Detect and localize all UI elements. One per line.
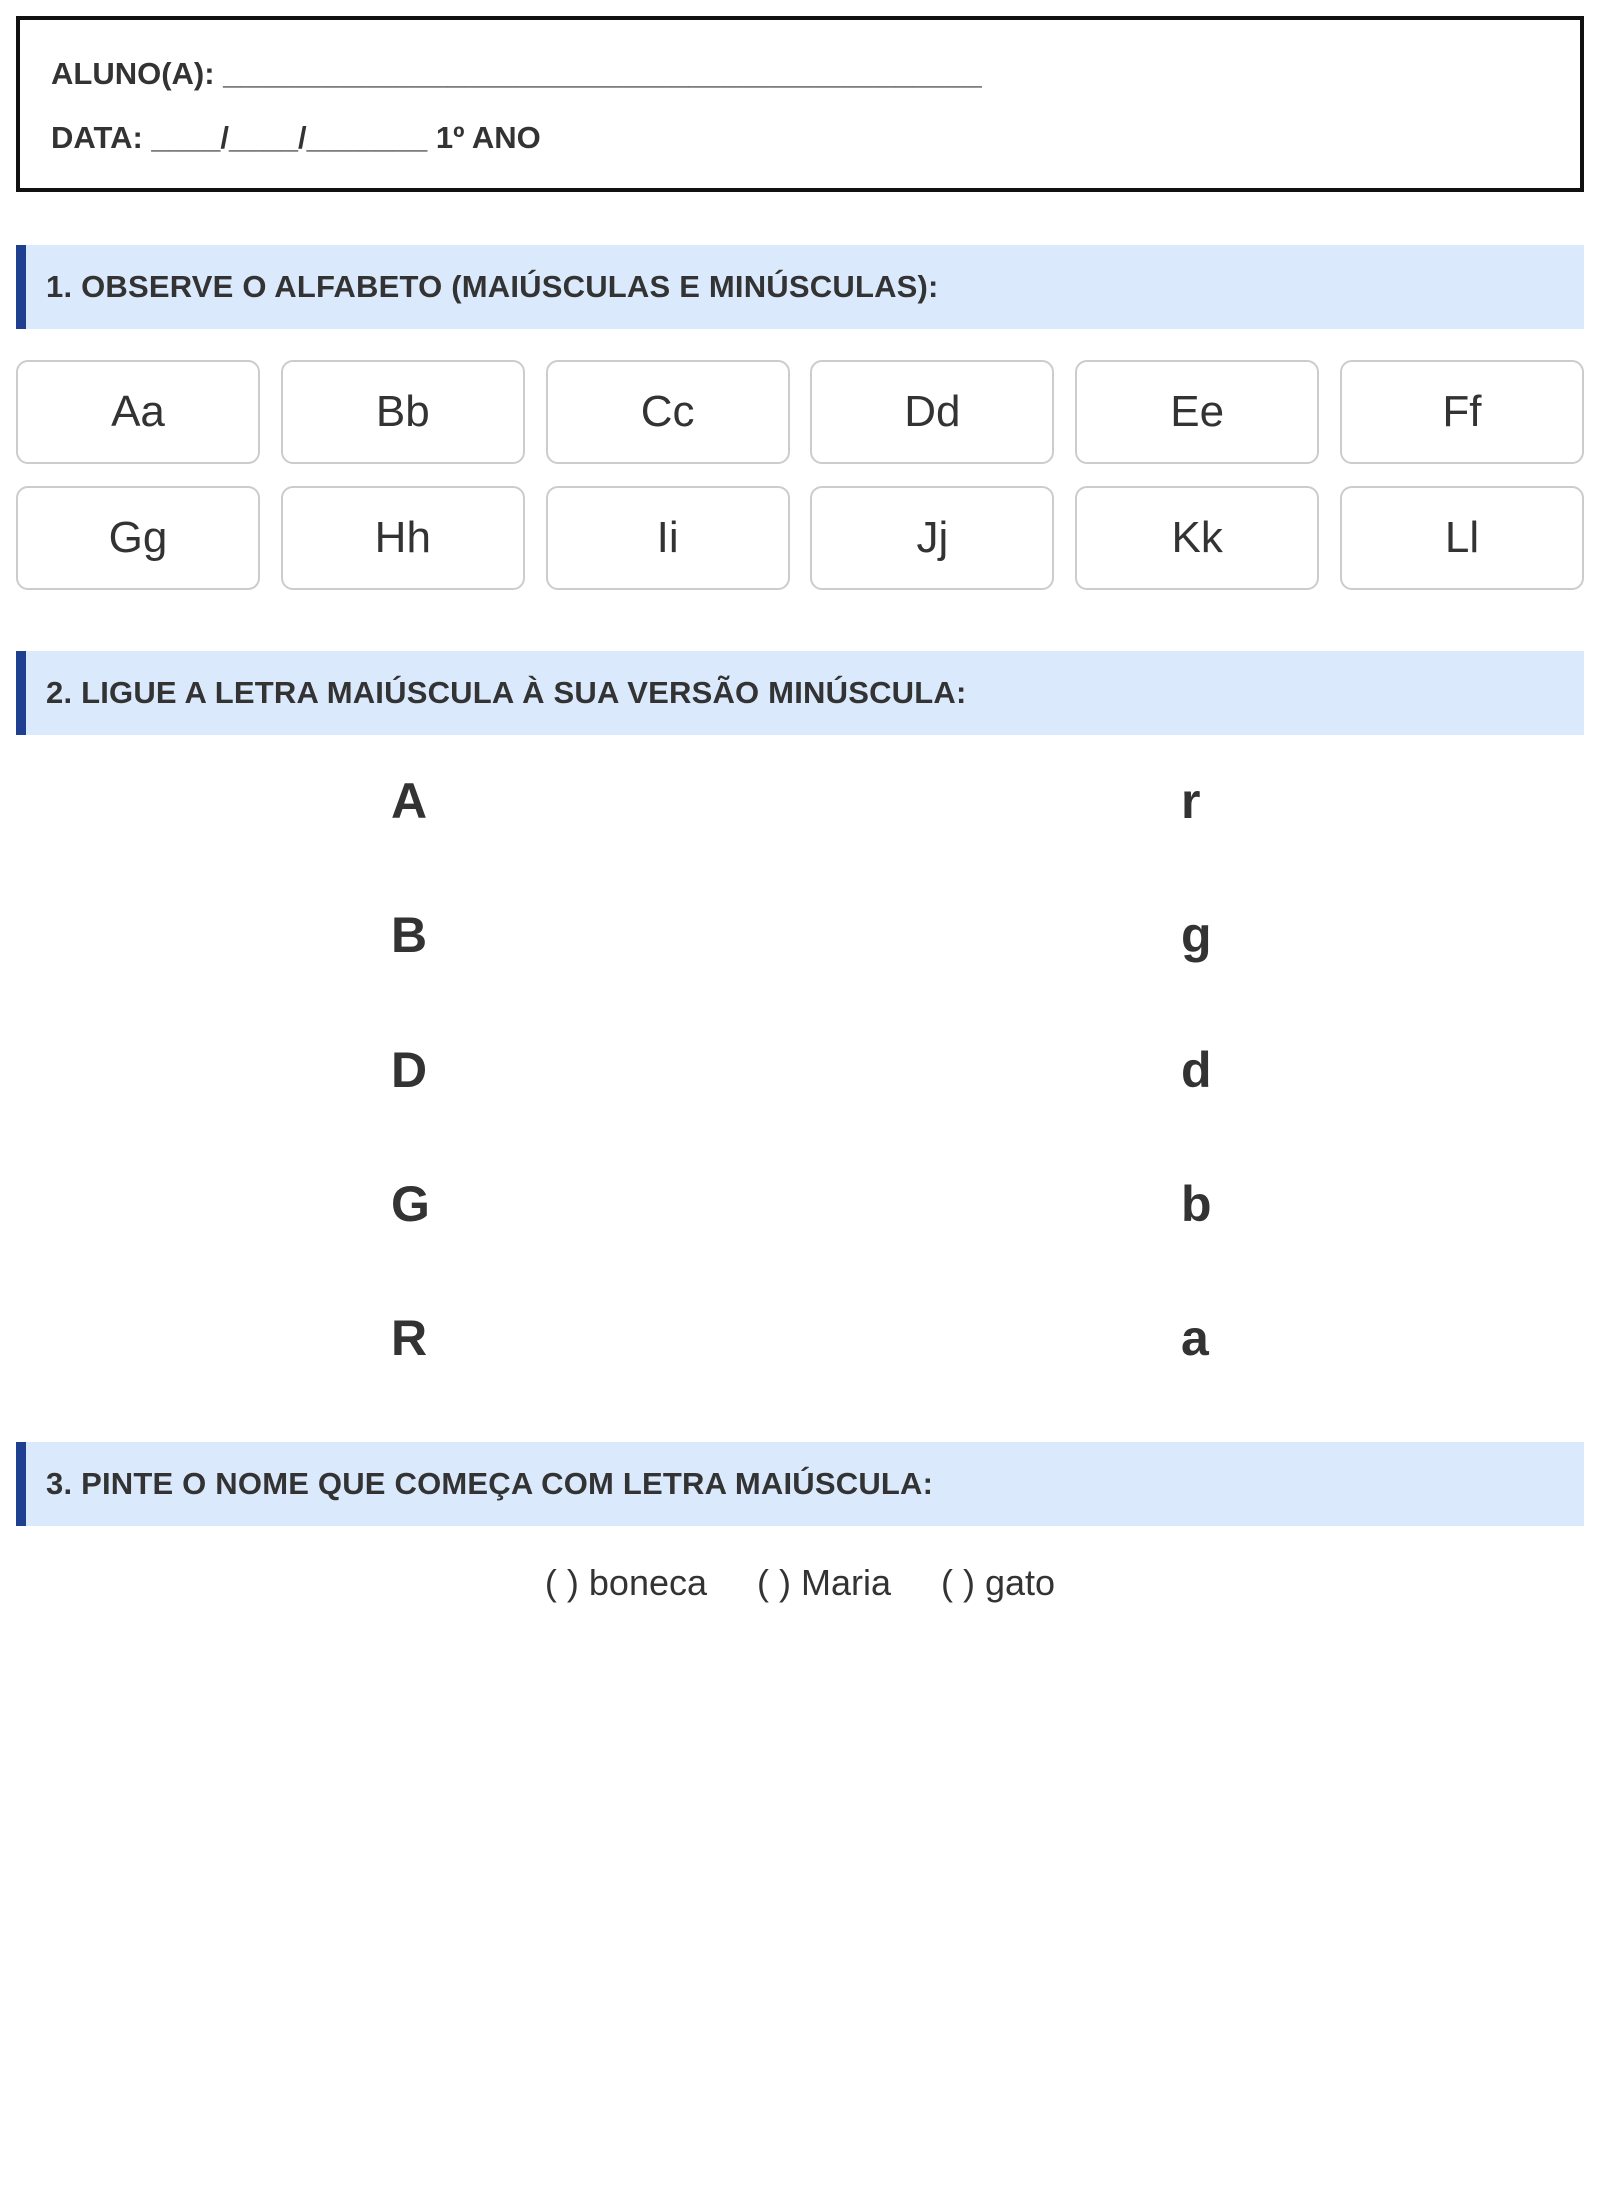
lowercase-letter[interactable]: d: [1181, 1042, 1212, 1098]
student-info-box: [16, 16, 1584, 192]
option-gato[interactable]: ( ) gato: [941, 1562, 1056, 1603]
option-maria[interactable]: ( ) Maria: [757, 1562, 892, 1603]
option-boneca[interactable]: ( ) boneca: [544, 1562, 708, 1603]
section-3-heading: [16, 1442, 1584, 1526]
uppercase-letter[interactable]: B: [391, 907, 428, 963]
lowercase-letter[interactable]: g: [1181, 907, 1212, 963]
student-name-line: ALUNO(A): ____________________________________________: [51, 56, 982, 91]
alphabet-card: Hh: [281, 486, 525, 590]
name-options: [16, 1562, 1584, 1604]
alphabet-card: Dd: [810, 360, 1054, 464]
section-2-title: 2. LIGUE A LETRA MAIÚSCULA À SUA VERSÃO MINÚSCULA:: [46, 675, 967, 710]
alphabet-grid: [16, 360, 1584, 590]
section-1-heading: [16, 245, 1584, 329]
lowercase-letter[interactable]: r: [1181, 773, 1201, 829]
alphabet-card: Jj: [810, 486, 1054, 590]
section-3-title: 3. PINTE O NOME QUE COMEÇA COM LETRA MAIÚSCULA:: [46, 1466, 934, 1501]
worksheet-page: [16, 16, 1584, 1603]
date-line: DATA: ____/____/_______ 1º ANO: [51, 120, 541, 155]
alphabet-card: Bb: [281, 360, 525, 464]
alphabet-card: Kk: [1075, 486, 1319, 590]
lowercase-letter[interactable]: a: [1181, 1310, 1209, 1366]
alphabet-card: Cc: [546, 360, 790, 464]
alphabet-card: Ff: [1340, 360, 1584, 464]
alphabet-card: Gg: [16, 486, 260, 590]
section-1-title: 1. OBSERVE O ALFABETO (MAIÚSCULAS E MINÚSCULAS):: [46, 269, 939, 304]
alphabet-card: Ee: [1075, 360, 1319, 464]
lowercase-letter[interactable]: b: [1181, 1176, 1212, 1232]
alphabet-card: Aa: [16, 360, 260, 464]
alphabet-card: Ii: [546, 486, 790, 590]
uppercase-letter[interactable]: D: [391, 1042, 428, 1098]
uppercase-letter[interactable]: A: [391, 773, 428, 829]
alphabet-card: Ll: [1340, 486, 1584, 590]
uppercase-letter[interactable]: G: [391, 1176, 430, 1232]
uppercase-letter[interactable]: R: [391, 1310, 428, 1366]
section-2-heading: [16, 651, 1584, 735]
